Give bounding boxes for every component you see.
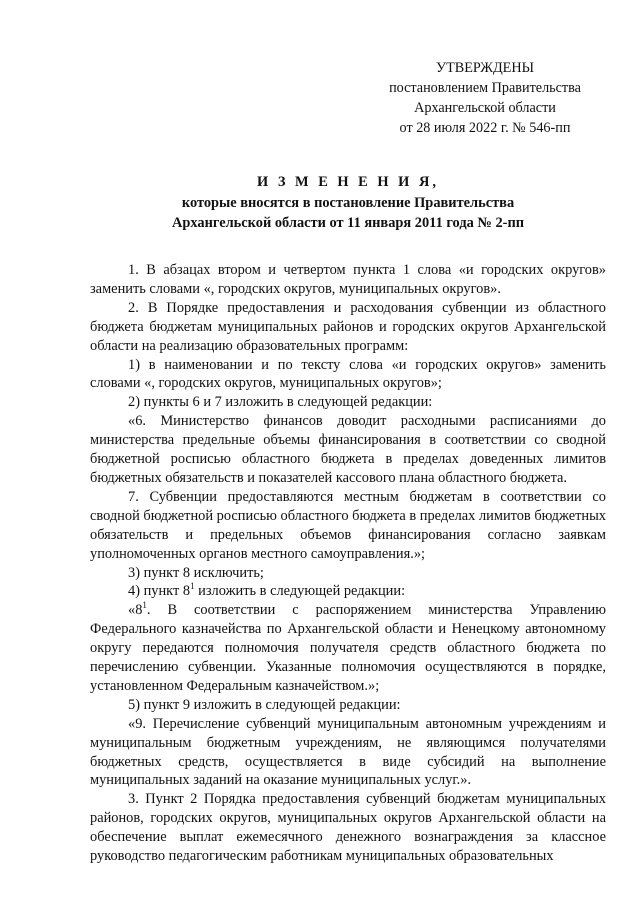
paragraph: 7. Субвенции предоставляются местным бюджетам в соответствии со сводной бюджетной росписью областного бюджета в пределах лимитов бюджетных обязательств и предельных объемов финансирования согласно заявкам уполномоченных органов местного самоуправления.»; bbox=[90, 488, 606, 562]
paragraph: 1. В абзацах втором и четвертом пункта 1 слова «и городских округов» заменить словами «, городских округов, муниципальных округов». bbox=[90, 262, 606, 297]
paragraph bbox=[90, 582, 606, 601]
title-main: И З М Е Н Е Н И Я, bbox=[257, 174, 439, 190]
approval-stamp bbox=[370, 58, 600, 138]
paragraph: «6. Министерство финансов доводит расходными расписаниями до министерства предельные объемы финансирования в соответствии со сводной бюджетной росписью областного бюджета в пределах доведенных лимитов бюджетных обязательств и показателей кассового плана областного бюджета. bbox=[90, 413, 606, 486]
paragraph: 5) пункт 9 изложить в следующей редакции: bbox=[128, 696, 401, 713]
paragraph: «9. Перечисление субвенций муниципальным автономным учреждениям и муниципальным бюджетным учреждениям, не являющимся получателями бюджетных средств, осуществляется в виде субсидий на выполнение муниципальных заданий на оказание муниципальных услуг.». bbox=[90, 715, 606, 789]
superscript: 1 bbox=[190, 581, 195, 592]
paragraph-text: . В соответствии с распоряжением министерства Управлению Федерального казначейства по Архангельской области и Ненецкому автономному округу передаются полномочия получателя средств областного бюджета по перечислению субвенции. Указанные полномочия осуществляются в порядке, установленном Федеральным казначейством.»; bbox=[90, 602, 606, 694]
paragraph-text: изложить в следующей редакции: bbox=[194, 583, 406, 600]
paragraph-text: «8 bbox=[128, 602, 143, 619]
approval-line-date: от 28 июля 2022 г. № 546-пп bbox=[399, 120, 571, 136]
approval-line-approved: УТВЕРЖДЕНЫ bbox=[436, 60, 534, 76]
document-title bbox=[88, 172, 608, 233]
paragraph: 1) в наименовании и по тексту слова «и городских округов» заменить словами «, городских округов, муниципальных округов»; bbox=[90, 356, 606, 392]
paragraph: 2. В Порядке предоставления и расходования субвенции из областного бюджета бюджетам муниципальных районов и городских округов Архангельской области на реализацию образовательных программ: bbox=[90, 299, 606, 354]
paragraph: 3) пункт 8 исключить; bbox=[128, 564, 264, 581]
paragraph: 3. Пункт 2 Порядка предоставления субвенций бюджетам муниципальных районов, городских округов, муниципальных округов Архангельской области на обеспечение выплат ежемесячного денежного вознаграждения за классное руководство педагогическим работникам муниципальных образовательных bbox=[90, 791, 606, 865]
approval-line-region: Архангельской области bbox=[414, 100, 556, 116]
paragraph: 2) пункты 6 и 7 изложить в следующей редакции: bbox=[128, 394, 433, 411]
superscript: 1 bbox=[142, 600, 147, 611]
paragraph-text: 4) пункт 8 bbox=[128, 583, 191, 600]
document-body bbox=[90, 261, 606, 866]
title-subtitle-1: которые вносятся в постановление Правительства bbox=[181, 195, 515, 211]
title-subtitle-2: Архангельской области от 11 января 2011 года № 2-пп bbox=[171, 215, 525, 231]
paragraph bbox=[90, 601, 606, 696]
approval-line-resolution: постановлением Правительства bbox=[389, 80, 581, 96]
